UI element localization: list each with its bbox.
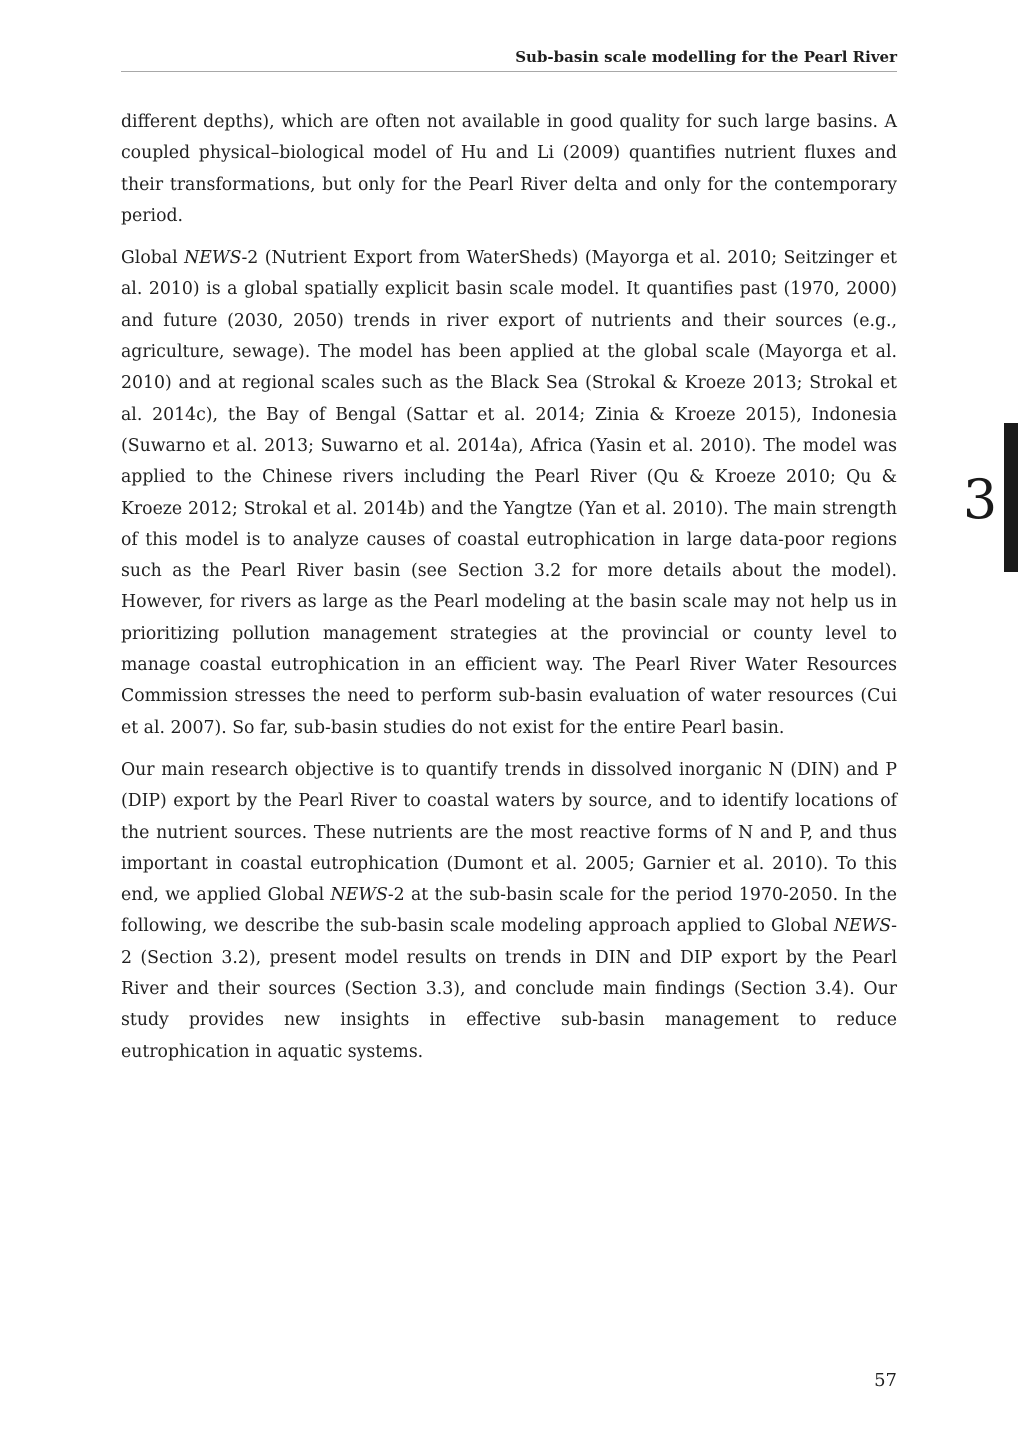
paragraph-3-segment: Our main research objective is to quantify trends in dissolved inorganic N (DIN) and P (DIP) export by the Pearl River to coastal waters by source, and to identify locations of the nutrient sources. These nutrients are the most reactive forms of N and P, and thus important in coastal eutrophication (Dumont et al. 2005; Garnier et al. 2010). To this end, we applied Global	[121, 759, 897, 906]
paragraph-2	[121, 243, 897, 744]
paragraph-1	[121, 107, 897, 232]
running-header-title: Sub-basin scale modelling for the Pearl River	[515, 48, 897, 66]
paragraph-3-model-name: NEWS	[833, 916, 892, 937]
paragraph-2-segment: Global	[121, 248, 185, 269]
paragraph-2-model-name: NEWS	[184, 248, 242, 269]
paragraph-3-model-name: NEWS	[330, 885, 388, 906]
chapter-number: 3	[962, 468, 998, 531]
paragraph-3	[121, 755, 897, 1068]
page-number: 57	[874, 1370, 897, 1391]
paragraph-3-segment: -2 at the sub-basin scale for the period 1970-2050. In the following, we describe the sub-basin scale modeling approach applied to Global	[121, 885, 897, 937]
running-header	[121, 44, 897, 72]
paragraph-2-segment: -2 (Nutrient Export from WaterSheds) (Mayorga et al. 2010; Seitzinger et al. 2010) is a global spatially explicit basin scale model. It quantifies past (1970, 2000) and future (2030, 2050) trends in river export of nutrients and their sources (e.g., agriculture, sewage). The model has been applied at the global scale (Mayorga et al. 2010) and at regional scales such as the Black Sea (Strokal & Kroeze 2013; Strokal et al. 2014c), the Bay of Bengal (Sattar et al. 2014; Zinia & Kroeze 2015), Indonesia (Suwarno et al. 2013; Suwarno et al. 2014a), Africa (Yasin et al. 2010). The model was applied to the Chinese rivers including the Pearl River (Qu & Kroeze 2010; Qu & Kroeze 2012; Strokal et al. 2014b) and the Yangtze (Yan et al. 2010). The main strength of this model is to analyze causes of coastal eutrophication in large data-poor regions such as the Pearl River basin (see Section 3.2 for more details about the model). However, for rivers as large as the Pearl modeling at the basin scale may not help us in prioritizing pollution management strategies at the provincial or county level to manage coastal eutrophication in an efficient way. The Pearl River Water Resources Commission stresses the need to perform sub-basin evaluation of water resources (Cui et al. 2007). So far, sub-basin studies do not exist for the entire Pearl basin.	[121, 248, 897, 738]
paragraph-3-segment: -2 (Section 3.2), present model results on trends in DIN and DIP export by the Pearl River and their sources (Section 3.3), and conclude main findings (Section 3.4). Our study provides new insights in effective sub-basin management to reduce eutrophication in aquatic systems.	[121, 916, 897, 1062]
chapter-thumb-tab	[1004, 423, 1018, 572]
paragraph-1-segment: different depths), which are often not available in good quality for such large basins. A coupled physical–biological model of Hu and Li (2009) quantifies nutrient fluxes and their transformations, but only for the Pearl River delta and only for the contemporary period.	[121, 112, 897, 226]
body-text	[121, 107, 897, 1079]
